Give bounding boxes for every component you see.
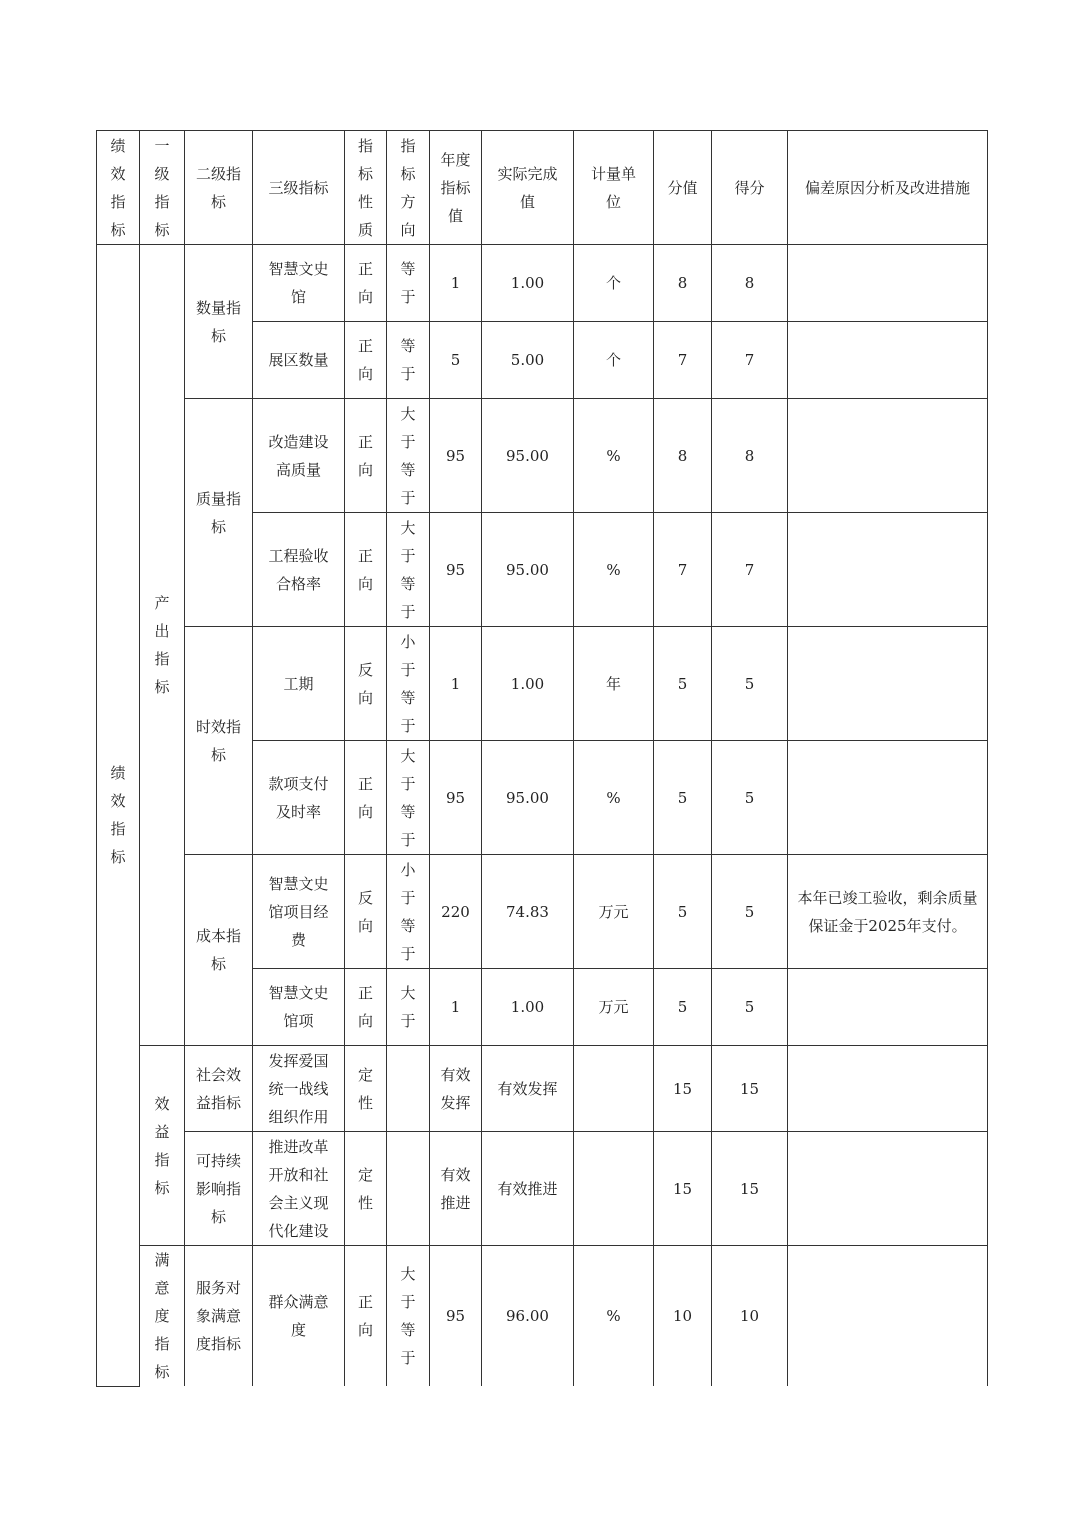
cell-target: 5 <box>430 322 482 399</box>
header-target: 年度指标值 <box>430 131 482 245</box>
cell-got: 15 <box>712 1046 788 1132</box>
cell-got: 7 <box>712 322 788 399</box>
cell-direction: 等于 <box>387 245 430 322</box>
cell-got: 5 <box>712 855 788 969</box>
cell-name: 改造建设高质量 <box>253 399 345 513</box>
cell-nature: 正向 <box>345 399 387 513</box>
cell-nature: 正向 <box>345 245 387 322</box>
header-direction: 指标方向 <box>387 131 430 245</box>
cell-score: 8 <box>654 245 712 322</box>
cell-nature: 正向 <box>345 969 387 1046</box>
group-benefit: 效益指标 <box>140 1046 185 1246</box>
cell-got: 5 <box>712 627 788 741</box>
cell-unit: % <box>574 1246 654 1387</box>
header-level2: 二级指标 <box>185 131 253 245</box>
cell-score: 15 <box>654 1046 712 1132</box>
header-level3: 三级指标 <box>253 131 345 245</box>
cell-target: 1 <box>430 627 482 741</box>
cell-name: 推进改革开放和社会主义现代化建设 <box>253 1132 345 1246</box>
cell-target: 95 <box>430 513 482 627</box>
cell-target: 95 <box>430 399 482 513</box>
cell-unit <box>574 1132 654 1246</box>
cell-score: 7 <box>654 513 712 627</box>
cell-target: 95 <box>430 741 482 855</box>
table-row <box>97 627 988 741</box>
cell-note <box>788 1046 988 1132</box>
header-performance: 绩效指标 <box>97 131 140 245</box>
table-row <box>97 1132 988 1246</box>
cell-target: 有效推进 <box>430 1132 482 1246</box>
cell-nature: 正向 <box>345 513 387 627</box>
cell-unit <box>574 1046 654 1132</box>
cell-target: 220 <box>430 855 482 969</box>
header-row <box>97 131 988 245</box>
cell-name: 智慧文史馆项 <box>253 969 345 1046</box>
group-cost: 成本指标 <box>185 855 253 1046</box>
table-row <box>97 399 988 513</box>
cell-actual: 1.00 <box>482 245 574 322</box>
cell-actual: 95.00 <box>482 399 574 513</box>
cell-direction: 大于等于 <box>387 399 430 513</box>
table-row <box>97 1246 988 1387</box>
group-social: 社会效益指标 <box>185 1046 253 1132</box>
cell-actual: 95.00 <box>482 741 574 855</box>
cell-got: 5 <box>712 969 788 1046</box>
cell-direction: 大于等于 <box>387 513 430 627</box>
cell-note <box>788 1246 988 1387</box>
cell-name: 智慧文史馆项目经费 <box>253 855 345 969</box>
cell-actual: 95.00 <box>482 513 574 627</box>
cell-unit: 万元 <box>574 969 654 1046</box>
header-unit: 计量单位 <box>574 131 654 245</box>
header-note: 偏差原因分析及改进措施 <box>788 131 988 245</box>
cell-nature: 定性 <box>345 1132 387 1246</box>
cell-note: 本年已竣工验收，剩余质量保证金于2025年支付。 <box>788 855 988 969</box>
cell-got: 7 <box>712 513 788 627</box>
cell-direction <box>387 1046 430 1132</box>
header-nature: 指标性质 <box>345 131 387 245</box>
cell-score: 7 <box>654 322 712 399</box>
cell-name: 工程验收合格率 <box>253 513 345 627</box>
header-actual: 实际完成值 <box>482 131 574 245</box>
cell-actual: 96.00 <box>482 1246 574 1387</box>
group-quantity: 数量指标 <box>185 245 253 399</box>
cell-note <box>788 322 988 399</box>
group-sustainable: 可持续影响指标 <box>185 1132 253 1246</box>
cell-direction: 大于 <box>387 969 430 1046</box>
cell-direction: 小于等于 <box>387 855 430 969</box>
cell-actual: 5.00 <box>482 322 574 399</box>
cell-target: 1 <box>430 245 482 322</box>
header-level1: 一级指标 <box>140 131 185 245</box>
cell-score: 5 <box>654 969 712 1046</box>
group-service: 服务对象满意度指标 <box>185 1246 253 1387</box>
cell-unit: % <box>574 513 654 627</box>
cell-got: 5 <box>712 741 788 855</box>
cell-note <box>788 1132 988 1246</box>
cell-unit: 万元 <box>574 855 654 969</box>
cell-score: 15 <box>654 1132 712 1246</box>
cell-unit: 个 <box>574 245 654 322</box>
cell-score: 8 <box>654 399 712 513</box>
cell-direction: 小于等于 <box>387 627 430 741</box>
cell-nature: 正向 <box>345 741 387 855</box>
cell-nature: 正向 <box>345 1246 387 1387</box>
cell-actual: 有效推进 <box>482 1132 574 1246</box>
performance-table <box>96 130 988 1387</box>
cell-score: 5 <box>654 855 712 969</box>
cell-note <box>788 741 988 855</box>
cell-note <box>788 969 988 1046</box>
header-got: 得分 <box>712 131 788 245</box>
cell-direction: 大于等于 <box>387 741 430 855</box>
cell-nature: 正向 <box>345 322 387 399</box>
group-performance: 绩效指标 <box>97 245 140 1387</box>
cell-direction: 大于等于 <box>387 1246 430 1387</box>
cell-score: 5 <box>654 627 712 741</box>
cell-name: 智慧文史馆 <box>253 245 345 322</box>
cell-unit: 年 <box>574 627 654 741</box>
cell-name: 展区数量 <box>253 322 345 399</box>
cell-note <box>788 245 988 322</box>
cell-name: 款项支付及时率 <box>253 741 345 855</box>
cell-unit: % <box>574 399 654 513</box>
group-timeliness: 时效指标 <box>185 627 253 855</box>
cell-nature: 反向 <box>345 627 387 741</box>
cell-direction: 等于 <box>387 322 430 399</box>
table-row <box>97 855 988 969</box>
group-satisfaction: 满意度指标 <box>140 1246 185 1387</box>
cell-name: 群众满意度 <box>253 1246 345 1387</box>
cell-unit: % <box>574 741 654 855</box>
table-row <box>97 245 988 322</box>
cell-actual: 1.00 <box>482 627 574 741</box>
cell-got: 10 <box>712 1246 788 1387</box>
cell-note <box>788 399 988 513</box>
header-score: 分值 <box>654 131 712 245</box>
cell-unit: 个 <box>574 322 654 399</box>
cell-actual: 1.00 <box>482 969 574 1046</box>
cell-name: 工期 <box>253 627 345 741</box>
cell-nature: 反向 <box>345 855 387 969</box>
cell-note <box>788 513 988 627</box>
cell-direction <box>387 1132 430 1246</box>
cell-score: 5 <box>654 741 712 855</box>
table-row <box>97 1046 988 1132</box>
cell-target: 1 <box>430 969 482 1046</box>
cell-got: 8 <box>712 399 788 513</box>
cell-target: 有效发挥 <box>430 1046 482 1132</box>
cell-name: 发挥爱国统一战线组织作用 <box>253 1046 345 1132</box>
cell-actual: 有效发挥 <box>482 1046 574 1132</box>
cell-actual: 74.83 <box>482 855 574 969</box>
group-output: 产出指标 <box>140 245 185 1046</box>
cell-got: 8 <box>712 245 788 322</box>
cell-score: 10 <box>654 1246 712 1387</box>
cell-got: 15 <box>712 1132 788 1246</box>
group-quality: 质量指标 <box>185 399 253 627</box>
cell-note <box>788 627 988 741</box>
cell-target: 95 <box>430 1246 482 1387</box>
cell-nature: 定性 <box>345 1046 387 1132</box>
